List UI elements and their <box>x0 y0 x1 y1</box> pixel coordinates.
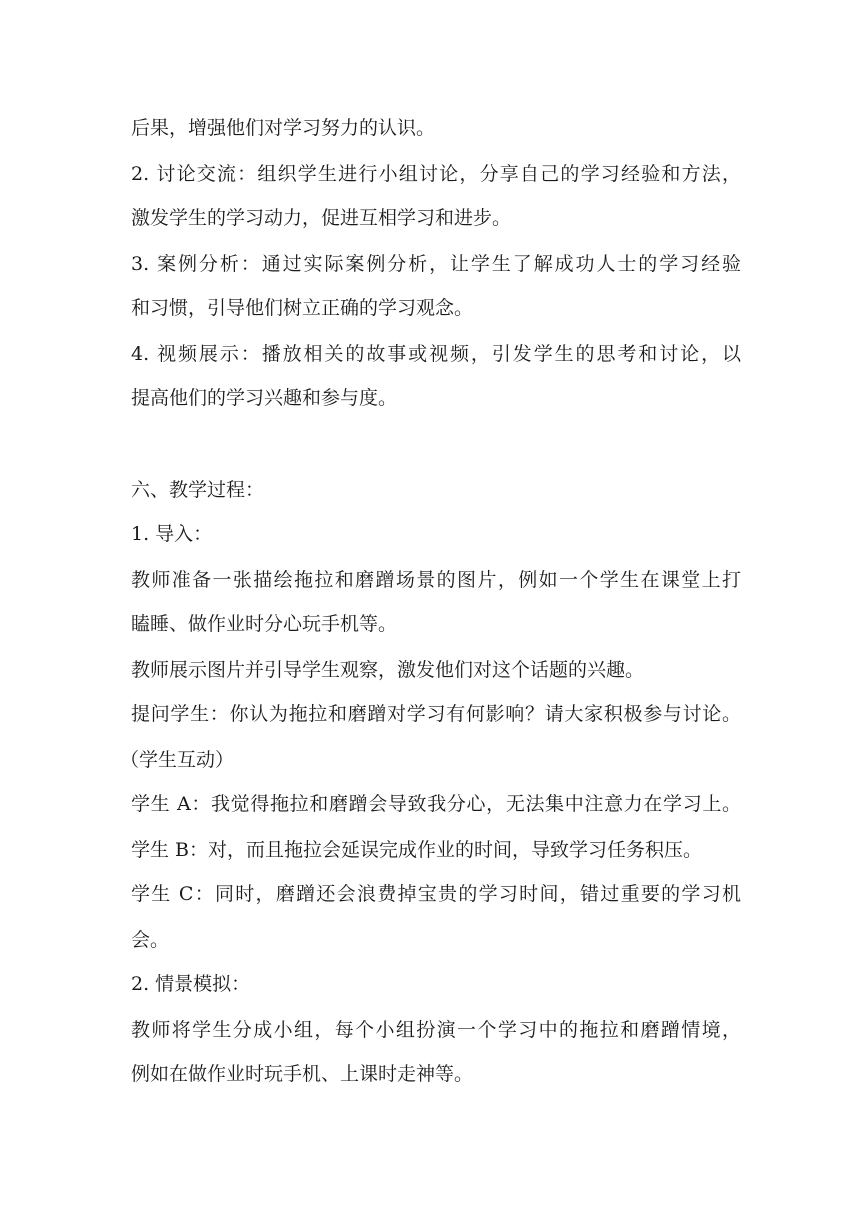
interaction-note: （学生互动） <box>120 749 235 771</box>
list-item-video: 4. 视频展示：播放相关的故事或视频，引发学生的思考和讨论，以 <box>131 343 741 365</box>
paragraph-line: 激发学生的学习动力，促进互相学习和进步。 <box>131 207 512 229</box>
list-item-discussion: 2. 讨论交流：组织学生进行小组讨论，分享自己的学习经验和方法， <box>131 163 741 185</box>
paragraph-line: 提高他们的学习兴趣和参与度。 <box>131 387 398 409</box>
paragraph-line: 提问学生：你认为拖拉和磨蹭对学习有何影响？请大家积极参与讨论。 <box>131 703 741 725</box>
paragraph-line: 后果，增强他们对学习努力的认识。 <box>131 117 436 139</box>
subsection-heading: 1. 导入： <box>131 523 213 545</box>
subsection-heading: 2. 情景模拟： <box>131 973 251 995</box>
paragraph-line: 会。 <box>131 929 170 951</box>
list-item-case-analysis: 3. 案例分析：通过实际案例分析，让学生了解成功人士的学习经验 <box>131 253 741 275</box>
student-c-line: 学生 C：同时，磨蹭还会浪费掉宝贵的学习时间，错过重要的学习机 <box>131 883 741 905</box>
section-heading: 六、教学过程： <box>131 479 265 501</box>
student-b-line: 学生 B：对，而且拖拉会延误完成作业的时间，导致学习任务积压。 <box>131 839 703 861</box>
student-a-line: 学生 A：我觉得拖拉和磨蹭会导致我分心，无法集中注意力在学习上。 <box>131 793 741 815</box>
paragraph-line: 例如在做作业时玩手机、上课时走神等。 <box>131 1063 474 1085</box>
paragraph-line: 教师准备一张描绘拖拉和磨蹭场景的图片，例如一个学生在课堂上打 <box>131 569 741 591</box>
paragraph-line: 瞌睡、做作业时分心玩手机等。 <box>131 613 398 635</box>
paragraph-line: 教师展示图片并引导学生观察，激发他们对这个话题的兴趣。 <box>131 659 645 681</box>
paragraph-line: 和习惯，引导他们树立正确的学习观念。 <box>131 297 474 319</box>
paragraph-line: 教师将学生分成小组，每个小组扮演一个学习中的拖拉和磨蹭情境， <box>131 1019 741 1041</box>
